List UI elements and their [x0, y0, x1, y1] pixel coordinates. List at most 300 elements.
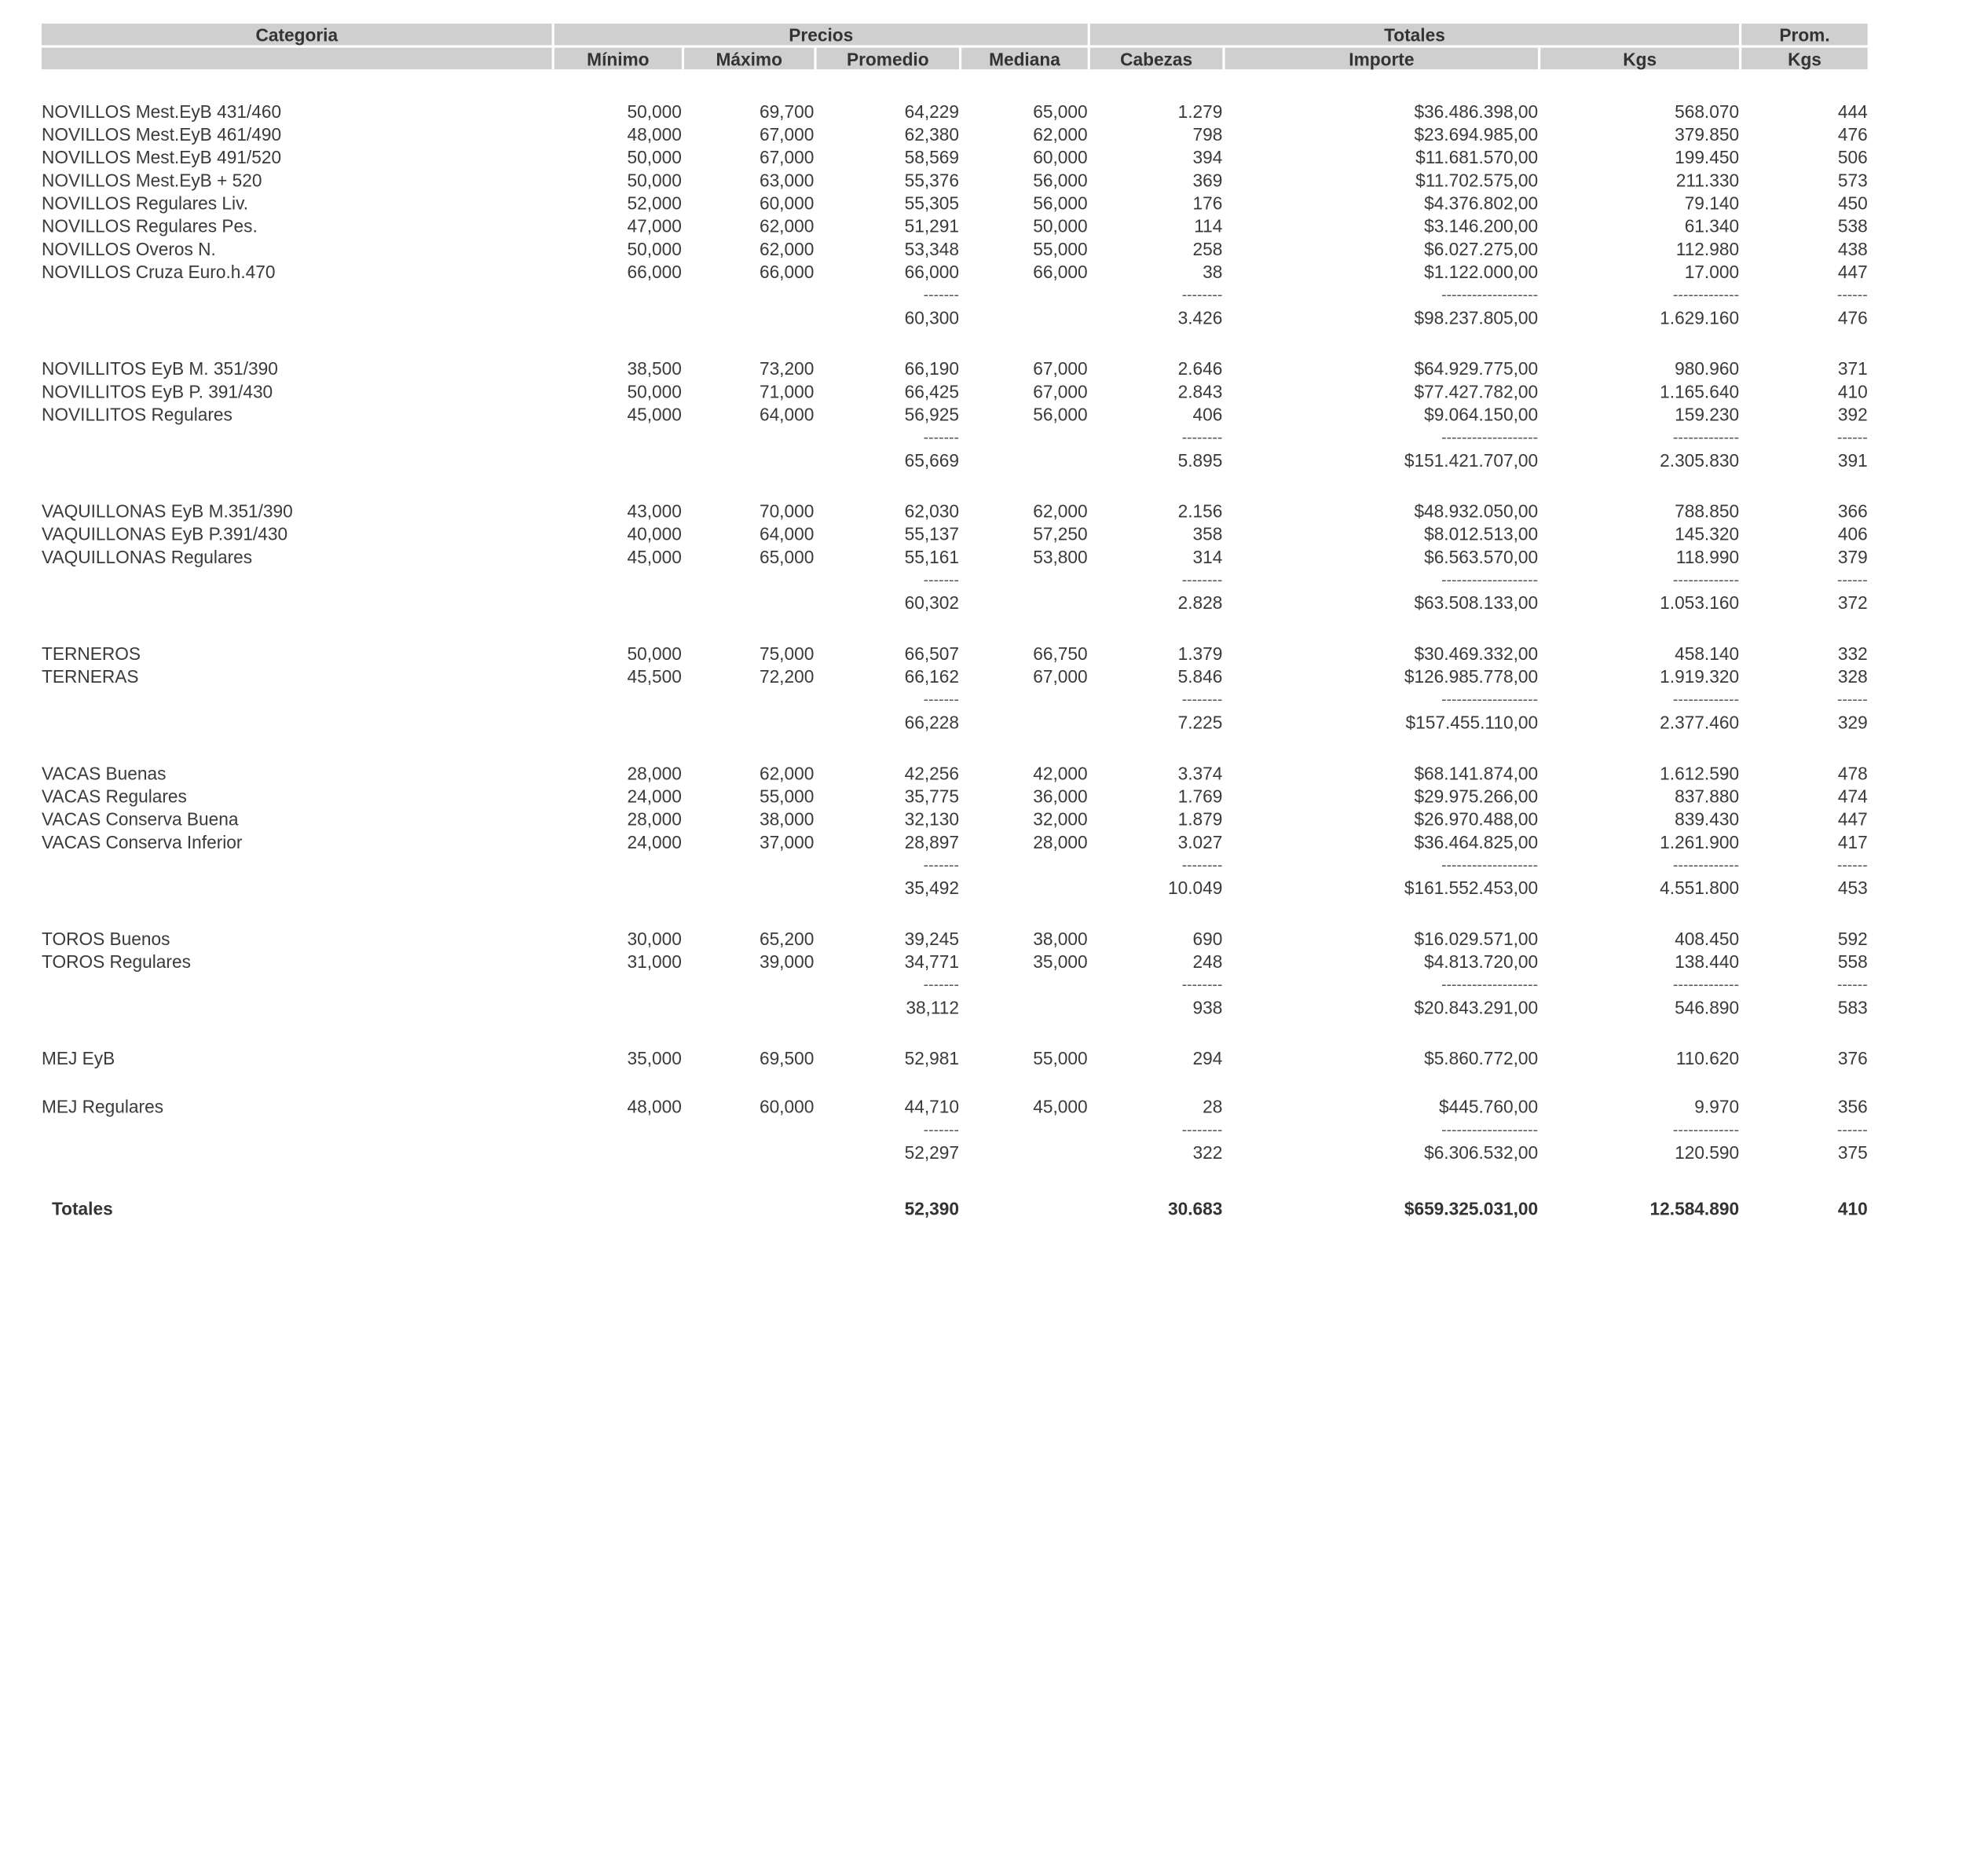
subtotal-row-maximo — [684, 991, 816, 1019]
cell-maximo: 67,000 — [759, 147, 815, 168]
cell-kgs: 9.970 — [1694, 1096, 1740, 1117]
cell-mediana: 60,000 — [1033, 147, 1088, 168]
separator-row-cabezas: -------- — [1181, 690, 1223, 709]
separator-row-mediana — [961, 688, 1090, 706]
subtotal-row-maximo — [684, 301, 816, 329]
table-row — [42, 260, 1870, 283]
cell-promedio: 58,569 — [904, 147, 960, 168]
totals-row-promedio: 52,390 — [904, 1198, 960, 1219]
cell-importe: $1.122.000,00 — [1424, 261, 1539, 282]
cell-prom-kgs: 444 — [1837, 101, 1868, 122]
cell-cabezas: 690 — [1192, 928, 1223, 949]
separator-row-maximo — [684, 973, 816, 991]
separator-row-minimo — [555, 853, 684, 871]
separator-row-cabezas: -------- — [1181, 1120, 1223, 1139]
cell-minimo: 50,000 — [627, 643, 682, 664]
cell-prom-kgs: 410 — [1837, 381, 1868, 402]
cell-mediana: 50,000 — [1033, 215, 1088, 236]
cell-promedio: 35,775 — [904, 786, 960, 807]
separator-row-kgs: ------------- — [1672, 856, 1740, 874]
cell-minimo: 47,000 — [627, 215, 682, 236]
subtotal-row — [42, 871, 1870, 900]
separator-row-mediana — [961, 426, 1090, 444]
subtotal-row-categoria — [42, 1136, 555, 1164]
cell-promedio: 55,305 — [904, 192, 960, 214]
cell-prom-kgs: 592 — [1837, 928, 1868, 949]
subtotal-row — [42, 586, 1870, 614]
subtotal-row-importe: $98.237.805,00 — [1414, 307, 1539, 328]
cell-minimo: 50,000 — [627, 381, 682, 402]
cell-cabezas: 798 — [1192, 123, 1223, 145]
cell-categoria: NOVILLOS Regulares Liv. — [42, 192, 249, 214]
subtotal-row-mediana — [961, 991, 1090, 1019]
separator-row-importe: ------------------- — [1441, 856, 1539, 874]
separator-row-categoria — [42, 853, 555, 871]
subtotal-row-prom-kgs: 329 — [1837, 712, 1868, 733]
subtotal-row-categoria — [42, 871, 555, 900]
cell-importe: $23.694.985,00 — [1414, 123, 1539, 145]
table-row — [42, 808, 1870, 830]
subtotal-row-prom-kgs: 375 — [1837, 1141, 1868, 1163]
separator-row — [42, 1118, 1870, 1136]
cell-minimo: 48,000 — [627, 123, 682, 145]
cell-kgs: 1.261.900 — [1660, 831, 1740, 852]
cell-prom-kgs: 406 — [1837, 523, 1868, 544]
separator-row-kgs: ------------- — [1672, 975, 1740, 994]
separator-row-promedio: ------- — [923, 1120, 960, 1139]
cell-importe: $5.860.772,00 — [1424, 1048, 1539, 1069]
cell-kgs: 211.330 — [1675, 170, 1740, 191]
table-row — [42, 927, 1870, 950]
header-row-top — [42, 24, 1870, 48]
cell-kgs: 79.140 — [1684, 192, 1740, 214]
separator-row-promedio: ------- — [923, 856, 960, 874]
cell-mediana: 42,000 — [1033, 763, 1088, 784]
subtotal-row-cabezas: 10.049 — [1167, 878, 1223, 898]
cell-cabezas: 358 — [1192, 523, 1223, 544]
cell-categoria: VAQUILLONAS EyB P.391/430 — [42, 523, 288, 544]
cell-promedio: 62,030 — [904, 500, 960, 522]
cell-importe: $77.427.782,00 — [1414, 381, 1539, 402]
separator-row — [42, 973, 1870, 991]
cell-kgs: 118.990 — [1675, 546, 1740, 567]
cell-categoria: NOVILLITOS Regulares — [42, 404, 232, 425]
separator-row — [42, 568, 1870, 586]
cell-promedio: 66,162 — [904, 666, 960, 687]
cell-prom-kgs: 573 — [1837, 170, 1868, 191]
cell-promedio: 66,190 — [904, 358, 960, 379]
cell-mediana: 67,000 — [1033, 358, 1088, 379]
separator-row-mediana — [961, 568, 1090, 586]
separator-row-importe: ------------------- — [1441, 1120, 1539, 1139]
table-row — [42, 146, 1870, 169]
subtotal-row-mediana — [961, 301, 1090, 329]
separator-row-mediana — [961, 283, 1090, 301]
cell-maximo: 69,700 — [759, 101, 815, 122]
separator-row — [42, 426, 1870, 444]
table-row — [42, 522, 1870, 545]
cell-maximo: 64,000 — [759, 523, 815, 544]
cell-mediana: 55,000 — [1033, 238, 1088, 259]
header-row-bottom — [42, 48, 1870, 72]
table-row — [42, 1095, 1870, 1118]
subtotal-row-categoria — [42, 705, 555, 734]
cell-cabezas: 2.646 — [1177, 358, 1223, 379]
cell-prom-kgs: 438 — [1837, 238, 1868, 259]
cell-promedio: 55,376 — [904, 170, 960, 191]
separator-row-categoria — [42, 1118, 555, 1136]
cell-mediana: 28,000 — [1033, 831, 1088, 852]
subtotal-row-importe: $151.421.707,00 — [1404, 449, 1539, 471]
report-sheet — [42, 24, 1870, 1220]
subtotal-row-promedio: 38,112 — [906, 997, 960, 1018]
cell-importe: $68.141.874,00 — [1414, 763, 1539, 784]
subtotal-row-prom-kgs: 583 — [1837, 997, 1868, 1018]
subtotal-row-importe: $6.306.532,00 — [1424, 1141, 1539, 1163]
subtotal-row-importe: $20.843.291,00 — [1414, 997, 1539, 1018]
cell-minimo: 31,000 — [627, 951, 682, 972]
separator-row-cabezas: -------- — [1181, 570, 1223, 589]
totals-row-prom-kgs: 410 — [1837, 1198, 1868, 1219]
subtotal-row-importe: $161.552.453,00 — [1404, 878, 1539, 898]
table-row — [42, 1046, 1870, 1069]
subtotal-row-maximo — [684, 444, 816, 472]
cell-prom-kgs: 379 — [1837, 546, 1868, 567]
cell-minimo: 50,000 — [627, 170, 682, 191]
cell-minimo: 24,000 — [627, 786, 682, 807]
separator-row-mediana — [961, 1118, 1090, 1136]
separator-row-minimo — [555, 426, 684, 444]
cell-cabezas: 258 — [1192, 238, 1223, 259]
cell-mediana: 66,750 — [1033, 643, 1088, 664]
header-mediana: Mediana — [961, 48, 1090, 72]
cell-promedio: 56,925 — [904, 404, 960, 425]
table-row — [42, 665, 1870, 687]
cell-mediana: 38,000 — [1033, 928, 1088, 949]
cell-promedio: 66,000 — [904, 261, 960, 282]
separator-row-kgs: ------------- — [1672, 690, 1740, 709]
subtotal-row — [42, 444, 1870, 472]
separator-row-categoria — [42, 426, 555, 444]
subtotal-row-importe: $157.455.110,00 — [1405, 712, 1539, 733]
subtotal-row — [42, 301, 1870, 329]
subtotal-row-kgs: 4.551.800 — [1660, 878, 1740, 898]
spacer-row — [42, 329, 1870, 357]
separator-row-minimo — [555, 973, 684, 991]
table-row — [42, 500, 1870, 522]
cell-maximo: 65,200 — [759, 928, 815, 949]
cell-prom-kgs: 476 — [1837, 123, 1868, 145]
cell-promedio: 55,161 — [904, 546, 960, 567]
separator-row-promedio: ------- — [923, 285, 960, 304]
subtotal-row-maximo — [684, 1136, 816, 1164]
cell-maximo: 69,500 — [759, 1048, 815, 1069]
cell-categoria: TOROS Buenos — [42, 928, 170, 949]
cell-cabezas: 3.027 — [1177, 831, 1223, 852]
subtotal-row-kgs: 1.629.160 — [1660, 307, 1740, 328]
cell-categoria: NOVILLITOS EyB M. 351/390 — [42, 358, 278, 379]
subtotal-row-promedio: 60,300 — [904, 307, 960, 328]
cell-kgs: 159.230 — [1675, 404, 1740, 425]
cell-mediana: 35,000 — [1033, 951, 1088, 972]
table-row — [42, 545, 1870, 568]
spacer-row — [42, 72, 1870, 101]
cell-minimo: 52,000 — [627, 192, 682, 214]
totals-row-kgs: 12.584.890 — [1649, 1198, 1740, 1219]
cell-prom-kgs: 538 — [1837, 215, 1868, 236]
cell-prom-kgs: 558 — [1837, 951, 1868, 972]
cell-importe: $26.970.488,00 — [1414, 808, 1539, 830]
cell-categoria: NOVILLOS Overos N. — [42, 238, 216, 259]
cell-prom-kgs: 447 — [1837, 808, 1868, 830]
cell-maximo: 60,000 — [759, 1096, 815, 1117]
subtotal-row — [42, 1136, 1870, 1164]
cell-kgs: 1.612.590 — [1660, 763, 1740, 784]
cell-promedio: 55,137 — [904, 523, 960, 544]
cell-mediana: 62,000 — [1033, 123, 1088, 145]
cell-importe: $29.975.266,00 — [1414, 786, 1539, 807]
cell-categoria: VAQUILLONAS Regulares — [42, 546, 253, 567]
cell-promedio: 44,710 — [904, 1096, 960, 1117]
cell-mediana: 57,250 — [1033, 523, 1088, 544]
subtotal-row-kgs: 2.377.460 — [1660, 712, 1740, 733]
cell-promedio: 51,291 — [904, 215, 960, 236]
cell-cabezas: 28 — [1203, 1096, 1223, 1117]
cell-kgs: 145.320 — [1675, 523, 1740, 544]
separator-row-cabezas: -------- — [1181, 856, 1223, 874]
cell-importe: $4.813.720,00 — [1424, 951, 1539, 972]
table-body — [42, 72, 1870, 1220]
spacer-row — [42, 614, 1870, 643]
cell-minimo: 48,000 — [627, 1096, 682, 1117]
subtotal-row-promedio: 66,228 — [904, 712, 960, 733]
cell-mediana: 66,000 — [1033, 261, 1088, 282]
spacer-row — [42, 1019, 1870, 1047]
table-row — [42, 214, 1870, 237]
cell-mediana: 56,000 — [1033, 404, 1088, 425]
separator-row-cabezas: -------- — [1181, 975, 1223, 994]
separator-row-kgs: ------------- — [1672, 428, 1740, 446]
separator-row-categoria — [42, 568, 555, 586]
totals-row-mediana — [961, 1192, 1090, 1220]
totals-row-maximo — [684, 1192, 816, 1220]
cell-importe: $11.702.575,00 — [1415, 170, 1539, 191]
subtotal-row-cabezas: 5.895 — [1177, 449, 1223, 471]
cell-promedio: 39,245 — [904, 928, 960, 949]
separator-row-prom-kgs: ------ — [1836, 1120, 1868, 1139]
cell-kgs: 1.919.320 — [1660, 666, 1740, 687]
cell-promedio: 66,425 — [904, 381, 960, 402]
separator-row-maximo — [684, 688, 816, 706]
subtotal-row-kgs: 120.590 — [1675, 1141, 1740, 1163]
separator-row-minimo — [555, 283, 684, 301]
cell-categoria: VAQUILLONAS EyB M.351/390 — [42, 500, 293, 522]
subtotal-row-kgs: 546.890 — [1675, 997, 1740, 1018]
subtotal-row-mediana — [961, 871, 1090, 900]
cell-mediana: 62,000 — [1033, 500, 1088, 522]
separator-row-prom-kgs: ------ — [1836, 690, 1868, 709]
totals-row-importe: $659.325.031,00 — [1404, 1198, 1539, 1219]
cell-categoria: NOVILLOS Mest.EyB 461/490 — [42, 123, 282, 145]
cell-mediana: 55,000 — [1033, 1048, 1088, 1069]
cell-importe: $36.464.825,00 — [1414, 831, 1539, 852]
separator-row-mediana — [961, 853, 1090, 871]
table-row — [42, 403, 1870, 426]
cell-minimo: 24,000 — [627, 831, 682, 852]
separator-row-minimo — [555, 688, 684, 706]
subtotal-row-categoria — [42, 301, 555, 329]
subtotal-row-prom-kgs: 453 — [1837, 878, 1868, 898]
cell-prom-kgs: 366 — [1837, 500, 1868, 522]
cell-promedio: 62,380 — [904, 123, 960, 145]
cell-cabezas: 2.156 — [1177, 500, 1223, 522]
cell-importe: $445.760,00 — [1438, 1096, 1539, 1117]
cell-cabezas: 2.843 — [1177, 381, 1223, 402]
separator-row-minimo — [555, 568, 684, 586]
separator-row-prom-kgs: ------ — [1836, 285, 1868, 304]
subtotal-row-promedio: 52,297 — [904, 1141, 960, 1163]
cell-categoria: VACAS Conserva Inferior — [42, 831, 243, 852]
table-row — [42, 100, 1870, 123]
totals-row-minimo — [555, 1192, 684, 1220]
cell-cabezas: 1.769 — [1177, 786, 1223, 807]
cell-maximo: 62,000 — [759, 763, 815, 784]
separator-row-cabezas: -------- — [1181, 428, 1223, 446]
cell-importe: $30.469.332,00 — [1414, 643, 1539, 664]
cell-prom-kgs: 371 — [1837, 358, 1868, 379]
subtotal-row-minimo — [555, 1136, 684, 1164]
cell-minimo: 50,000 — [627, 238, 682, 259]
cell-cabezas: 176 — [1192, 192, 1223, 214]
subtotal-row-mediana — [961, 1136, 1090, 1164]
cell-maximo: 75,000 — [759, 643, 815, 664]
subtotal-row-maximo — [684, 871, 816, 900]
cell-cabezas: 114 — [1194, 215, 1223, 236]
spacer-row — [42, 471, 1870, 500]
subtotal-row-prom-kgs: 372 — [1837, 592, 1868, 614]
cell-categoria: VACAS Regulares — [42, 786, 187, 807]
cell-categoria: MEJ Regulares — [42, 1096, 164, 1117]
separator-row-maximo — [684, 853, 816, 871]
cell-importe: $64.929.775,00 — [1414, 358, 1539, 379]
cell-promedio: 53,348 — [904, 238, 960, 259]
spacer-row — [42, 900, 1870, 928]
cell-kgs: 379.850 — [1675, 123, 1740, 145]
cell-mediana: 67,000 — [1033, 381, 1088, 402]
cell-promedio: 32,130 — [904, 808, 960, 830]
table-row — [42, 380, 1870, 403]
separator-row-maximo — [684, 568, 816, 586]
cell-prom-kgs: 376 — [1837, 1048, 1868, 1069]
header-cabezas: Cabezas — [1090, 48, 1225, 72]
separator-row-kgs: ------------- — [1672, 570, 1740, 589]
cell-mediana: 67,000 — [1033, 666, 1088, 687]
cell-maximo: 38,000 — [759, 808, 815, 830]
cell-kgs: 980.960 — [1675, 358, 1740, 379]
cell-cabezas: 248 — [1192, 951, 1223, 972]
cell-prom-kgs: 356 — [1837, 1096, 1868, 1117]
cell-categoria: NOVILLOS Mest.EyB + 520 — [42, 170, 262, 191]
header-precios: Precios — [555, 24, 1090, 48]
separator-row-categoria — [42, 973, 555, 991]
subtotal-row-mediana — [961, 586, 1090, 614]
subtotal-row-minimo — [555, 871, 684, 900]
cell-importe: $126.985.778,00 — [1404, 666, 1539, 687]
cell-mediana: 45,000 — [1033, 1096, 1088, 1117]
subtotal-row-cabezas: 938 — [1192, 997, 1223, 1018]
cell-cabezas: 1.379 — [1177, 643, 1223, 664]
subtotal-row-promedio: 60,302 — [904, 592, 960, 614]
cell-minimo: 45,500 — [627, 666, 682, 687]
separator-row-importe: ------------------- — [1441, 690, 1539, 709]
cell-cabezas: 314 — [1192, 546, 1223, 567]
cell-minimo: 45,000 — [627, 546, 682, 567]
cell-minimo: 28,000 — [627, 808, 682, 830]
subtotal-row-minimo — [555, 991, 684, 1019]
cell-kgs: 138.440 — [1675, 951, 1740, 972]
header-minimo: Mínimo — [555, 48, 684, 72]
cell-prom-kgs: 328 — [1837, 666, 1868, 687]
cell-categoria: NOVILLITOS EyB P. 391/430 — [42, 381, 273, 402]
spacer-row — [42, 1070, 1870, 1095]
separator-row-promedio: ------- — [923, 570, 960, 589]
price-table — [42, 24, 1870, 1220]
cell-maximo: 39,000 — [759, 951, 815, 972]
cell-prom-kgs: 447 — [1837, 261, 1868, 282]
subtotal-row-mediana — [961, 444, 1090, 472]
cell-maximo: 64,000 — [759, 404, 815, 425]
cell-maximo: 71,000 — [759, 381, 815, 402]
cell-minimo: 50,000 — [627, 147, 682, 168]
cell-prom-kgs: 417 — [1837, 831, 1868, 852]
cell-kgs: 568.070 — [1675, 101, 1740, 122]
cell-promedio: 28,897 — [904, 831, 960, 852]
cell-cabezas: 394 — [1192, 147, 1223, 168]
cell-kgs: 1.165.640 — [1660, 381, 1740, 402]
cell-cabezas: 5.846 — [1177, 666, 1223, 687]
cell-minimo: 43,000 — [627, 500, 682, 522]
separator-row-maximo — [684, 283, 816, 301]
cell-maximo: 66,000 — [759, 261, 815, 282]
subtotal-row-maximo — [684, 586, 816, 614]
cell-mediana: 56,000 — [1033, 170, 1088, 191]
subtotal-row-cabezas: 322 — [1192, 1141, 1223, 1163]
cell-categoria: VACAS Buenas — [42, 763, 167, 784]
header-categoria: Categoria — [42, 24, 555, 48]
cell-categoria: TERNEROS — [42, 643, 141, 664]
subtotal-row-prom-kgs: 476 — [1837, 307, 1868, 328]
subtotal-row-categoria — [42, 444, 555, 472]
table-row — [42, 785, 1870, 808]
cell-kgs: 17.000 — [1684, 261, 1740, 282]
cell-importe: $6.563.570,00 — [1424, 546, 1539, 567]
table-row — [42, 642, 1870, 665]
subtotal-row-prom-kgs: 391 — [1837, 449, 1868, 471]
cell-prom-kgs: 392 — [1837, 404, 1868, 425]
subtotal-row-mediana — [961, 705, 1090, 734]
table-row — [42, 237, 1870, 260]
cell-maximo: 37,000 — [759, 831, 815, 852]
totals-row-categoria: Totales — [51, 1198, 113, 1219]
header-maximo: Máximo — [684, 48, 816, 72]
cell-maximo: 63,000 — [759, 170, 815, 191]
cell-importe: $48.932.050,00 — [1414, 500, 1539, 522]
cell-kgs: 61.340 — [1684, 215, 1740, 236]
cell-kgs: 112.980 — [1675, 238, 1740, 259]
cell-importe: $6.027.275,00 — [1424, 238, 1539, 259]
cell-promedio: 66,507 — [904, 643, 960, 664]
cell-cabezas: 406 — [1192, 404, 1223, 425]
